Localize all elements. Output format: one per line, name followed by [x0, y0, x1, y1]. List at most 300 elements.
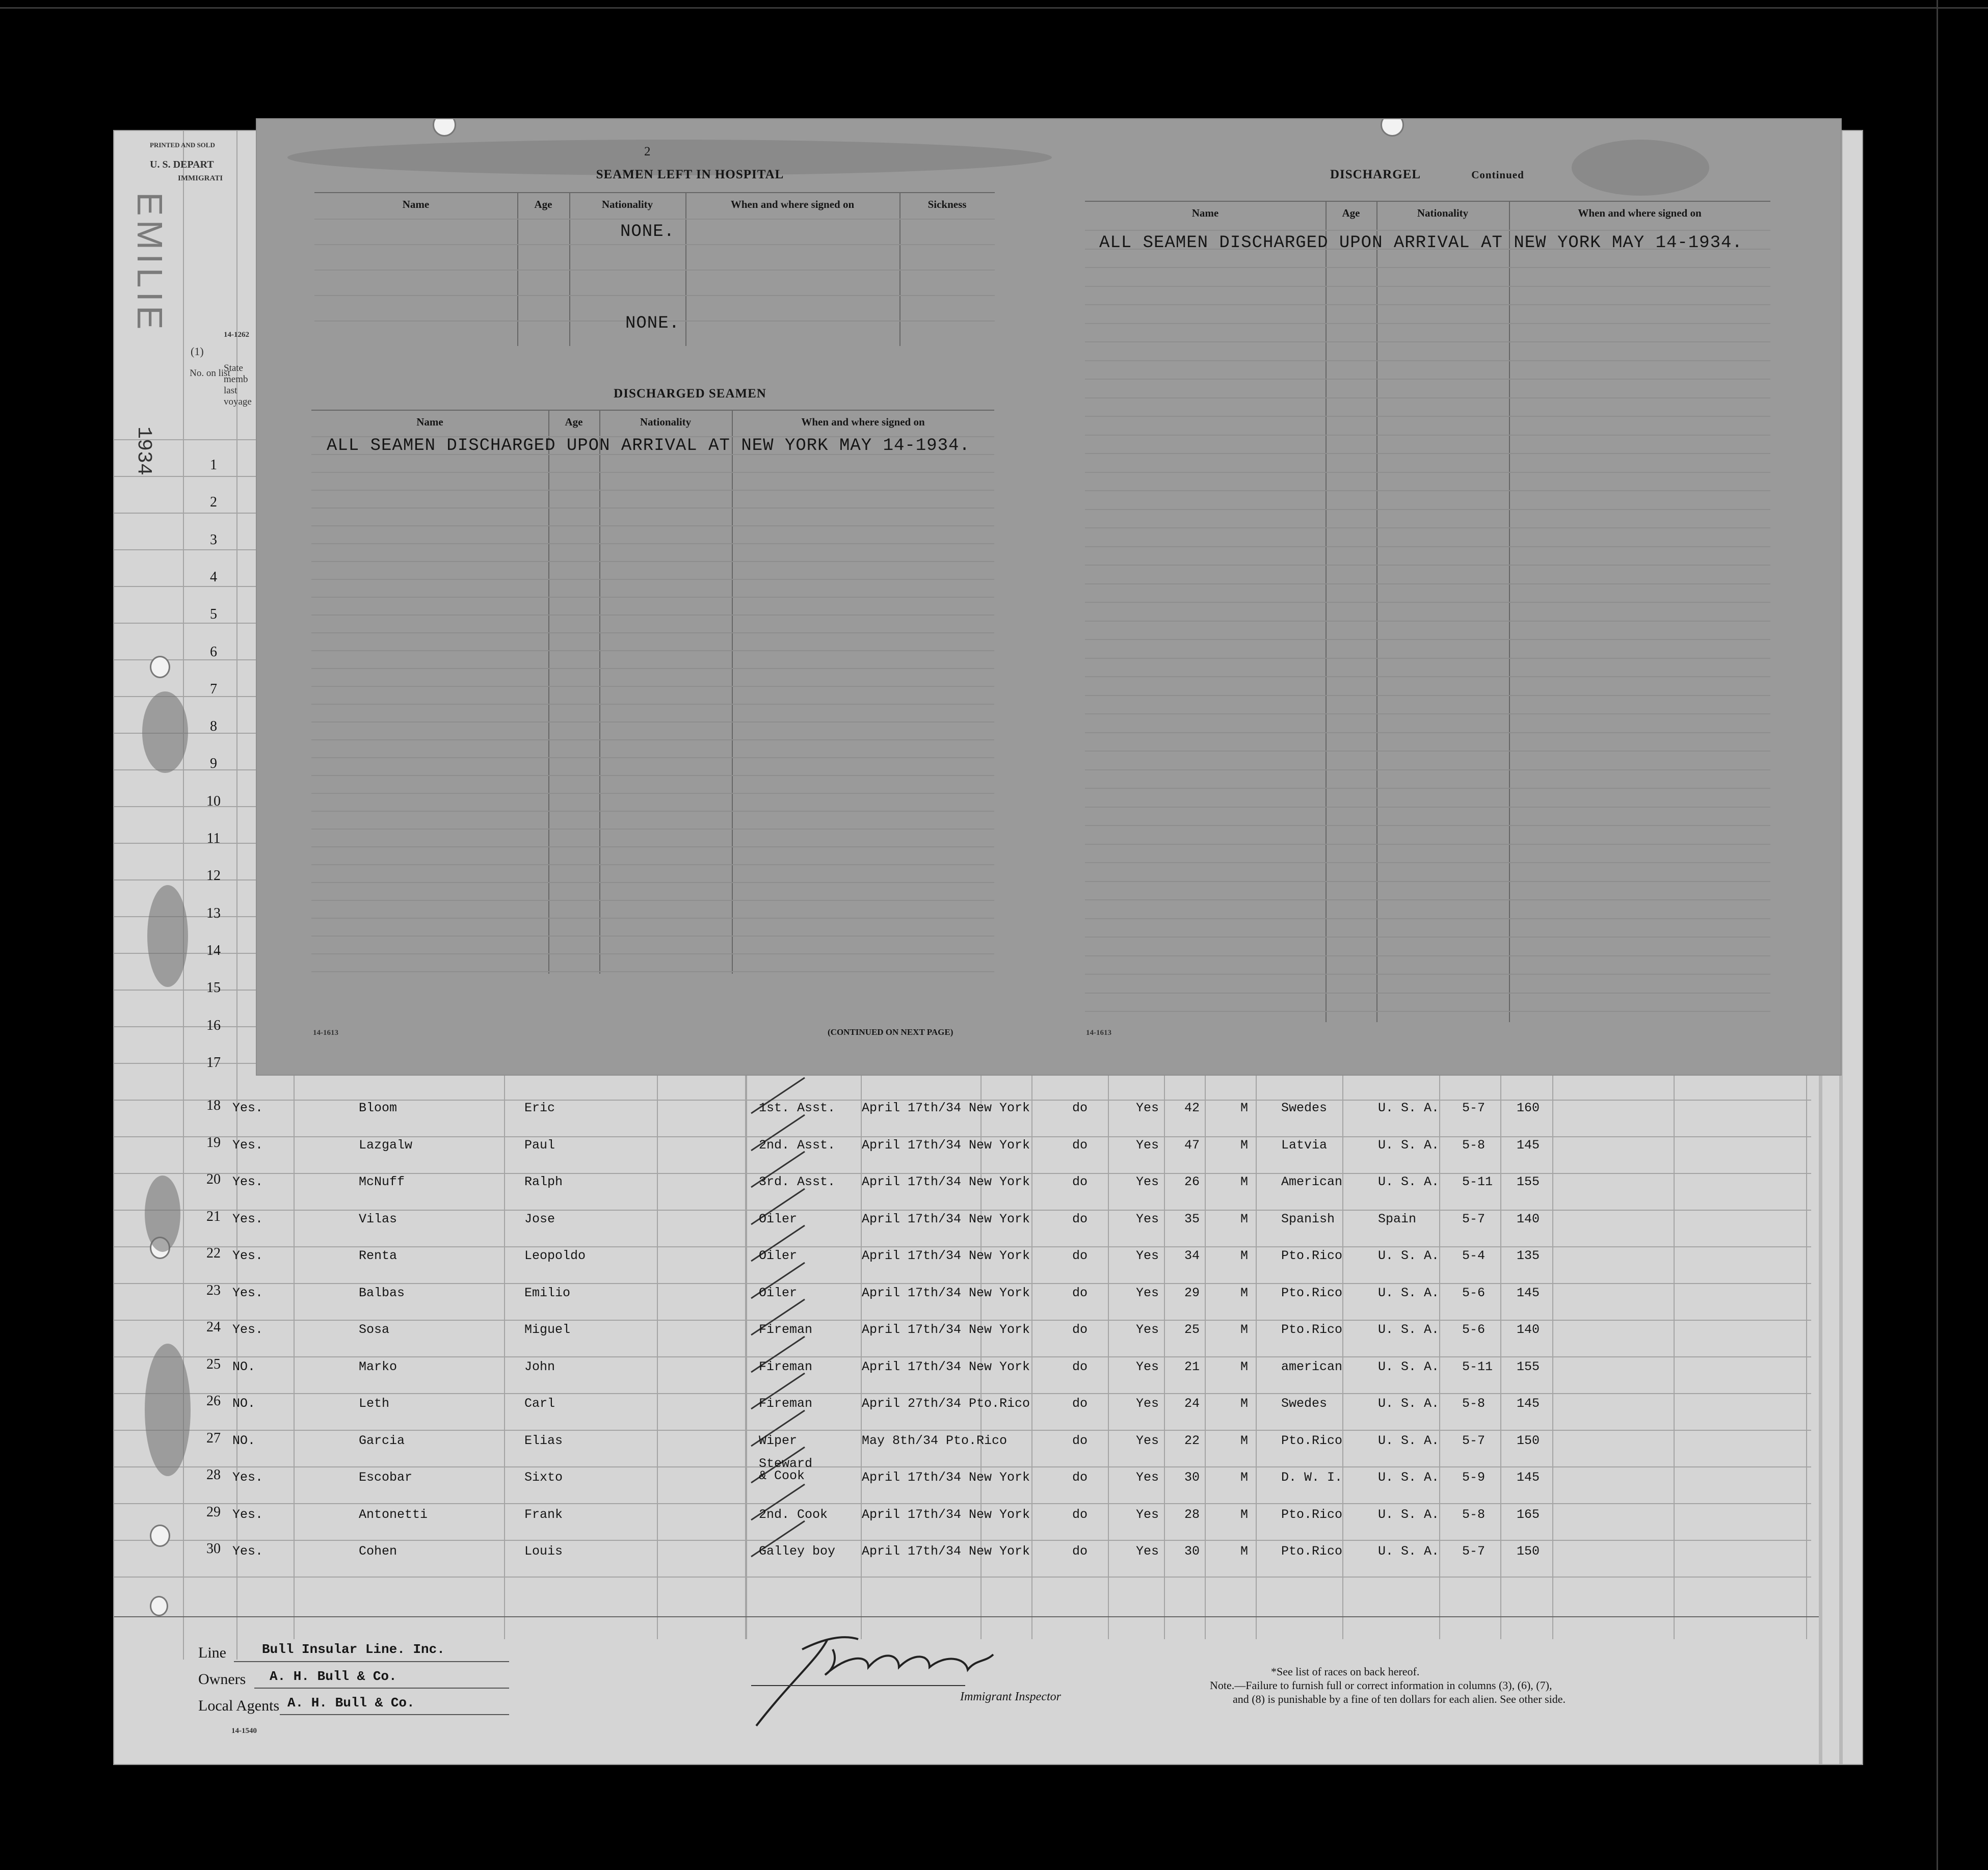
hospital-col-name: Name: [402, 198, 430, 210]
crew-capacity: Oiler: [759, 1211, 798, 1226]
crew-surname: Bloom: [359, 1101, 397, 1115]
crew-status: Yes.: [232, 1211, 263, 1226]
grid-row-rule: [1085, 546, 1770, 547]
crew-yes: Yes: [1136, 1433, 1159, 1448]
crew-race: Latvia: [1281, 1137, 1328, 1153]
crew-nationality: Spain: [1378, 1211, 1417, 1226]
crew-given: Carl: [524, 1396, 555, 1411]
discharged-continued-note: ALL SEAMEN DISCHARGED UPON ARRIVAL AT NEW YORK MAY 14-1934.: [1099, 233, 1743, 253]
crew-given: Sixto: [524, 1470, 563, 1485]
crew-yes: Yes: [1136, 1544, 1159, 1559]
crew-signed: April 17th/34 New York: [862, 1544, 1030, 1559]
crew-do: do: [1072, 1174, 1088, 1189]
grid-row-rule: [311, 739, 994, 740]
grid-row-rule: [1085, 286, 1770, 287]
crew-given: Miguel: [524, 1322, 571, 1337]
year-stamp: 1934: [132, 426, 155, 476]
crew-weight: 150: [1517, 1433, 1540, 1448]
crew-race: Pto.Rico: [1281, 1322, 1343, 1337]
hospital-entry-2: NONE.: [625, 314, 680, 333]
crew-age: 30: [1184, 1544, 1200, 1559]
grid-row-rule: [311, 632, 994, 633]
crew-surname: Marko: [359, 1359, 397, 1374]
crew-race: Spanish: [1281, 1211, 1335, 1226]
grid-row-rule: [311, 525, 994, 526]
crew-age: 35: [1184, 1211, 1200, 1226]
crew-surname: Escobar: [359, 1470, 413, 1485]
row-number: 22: [206, 1245, 221, 1261]
continued-col-nationality: Nationality: [1417, 207, 1469, 219]
races-note: *See list of races on back hereof.: [1271, 1665, 1420, 1678]
grid-row-rule: [314, 270, 995, 271]
crew-status: Yes.: [232, 1101, 263, 1115]
row-number: 18: [206, 1098, 221, 1113]
crew-signed: April 17th/34 New York: [862, 1285, 1030, 1300]
crew-age: 26: [1184, 1174, 1200, 1189]
crew-row: [114, 1128, 1862, 1164]
grid-row-rule: [311, 561, 994, 562]
crew-surname: Vilas: [359, 1211, 397, 1226]
continued-col-name: Name: [1191, 207, 1219, 219]
column-marker: (1): [191, 345, 204, 358]
printer-line: PRINTED AND SOLD: [150, 141, 215, 149]
crew-age: 21: [1184, 1359, 1200, 1374]
crew-yes: Yes: [1136, 1507, 1159, 1522]
crew-signed: April 17th/34 New York: [862, 1174, 1030, 1189]
grid-row-rule: [311, 757, 994, 758]
grid-row-rule: [311, 472, 994, 473]
crew-race: D. W. I.: [1281, 1470, 1343, 1485]
row-number: 30: [206, 1541, 221, 1557]
grid-row-rule: [1085, 974, 1770, 975]
grid-col-rule: [548, 411, 549, 974]
crew-given: Leopoldo: [524, 1248, 586, 1263]
crew-signed: April 17th/34 New York: [862, 1470, 1030, 1485]
discharged-grid: [311, 410, 994, 974]
crew-do: do: [1072, 1396, 1088, 1411]
crew-height: 5-6: [1462, 1322, 1486, 1337]
crew-given: Elias: [524, 1433, 563, 1448]
agents-value: A. H. Bull & Co.: [287, 1695, 415, 1711]
crew-capacity: Galley boy: [759, 1544, 836, 1559]
crew-weight: 135: [1517, 1248, 1540, 1263]
crew-sex: M: [1240, 1248, 1249, 1263]
crew-nationality: U. S. A.: [1378, 1248, 1440, 1263]
penalty-note-line-2: and (8) is punishable by a fine of ten dollars for each alien. See other side.: [1233, 1693, 1566, 1705]
water-stain: [142, 691, 188, 773]
crew-weight: 145: [1517, 1470, 1540, 1485]
crew-weight: 160: [1517, 1101, 1540, 1115]
grid-row-rule: [1085, 1011, 1770, 1012]
agents-label: Local Agents: [198, 1697, 280, 1714]
discharged-title: DISCHARGED SEAMEN: [614, 387, 766, 400]
crew-nationality: U. S. A.: [1378, 1544, 1440, 1559]
grid-row-rule: [1085, 472, 1770, 473]
crew-age: 25: [1184, 1322, 1200, 1337]
grid-row-rule: [311, 882, 994, 883]
crew-yes: Yes: [1136, 1174, 1159, 1189]
crew-weight: 145: [1517, 1396, 1540, 1411]
form-code-top: 14-1262: [224, 331, 249, 339]
owners-rule: [254, 1688, 509, 1689]
crew-signed: April 17th/34 New York: [862, 1359, 1030, 1374]
grid-row-rule: [1085, 304, 1770, 305]
crew-surname: Lazgalw: [359, 1137, 413, 1153]
crew-yes: Yes: [1136, 1322, 1159, 1337]
crew-capacity: Oiler: [759, 1285, 798, 1300]
crew-capacity: Steward & Cook: [759, 1456, 813, 1483]
crew-weight: 145: [1517, 1285, 1540, 1300]
discharged-form-no: 14-1613: [313, 1029, 338, 1037]
crew-given: Jose: [524, 1211, 555, 1226]
water-stain: [147, 885, 188, 987]
crew-signed: April 27th/34 Pto.Rico: [862, 1396, 1030, 1411]
crew-race: American: [1281, 1174, 1343, 1189]
footer-form-no: 14-1540: [231, 1727, 257, 1735]
film-edge-right: [1937, 0, 1938, 1870]
crew-sex: M: [1240, 1174, 1249, 1189]
crew-height: 5-8: [1462, 1137, 1486, 1153]
crew-surname: Leth: [359, 1396, 390, 1411]
row-number: 15: [206, 980, 221, 996]
crew-status: Yes.: [232, 1174, 263, 1189]
crew-height: 5-6: [1462, 1285, 1486, 1300]
crew-height: 5-8: [1462, 1507, 1486, 1522]
crew-height: 5-8: [1462, 1396, 1486, 1411]
grid-row-rule: [311, 597, 994, 598]
crew-row: [114, 1534, 1862, 1570]
crew-signed: April 17th/34 New York: [862, 1211, 1030, 1226]
grid-row-rule: [311, 936, 994, 937]
inspector-signature: [715, 1619, 1001, 1736]
crew-capacity: 1st. Asst.: [759, 1101, 836, 1115]
crew-do: do: [1072, 1285, 1088, 1300]
column-header-no-on-list: No. on list: [190, 368, 230, 379]
row-number: 6: [210, 644, 217, 660]
grid-row-rule: [1085, 676, 1770, 677]
grid-row-rule: [1085, 695, 1770, 696]
row-number: 13: [206, 905, 221, 921]
hospital-col-age: Age: [534, 198, 552, 210]
crew-age: 42: [1184, 1101, 1200, 1115]
crew-given: Ralph: [524, 1174, 563, 1189]
crew-status: Yes.: [232, 1285, 263, 1300]
grid-row-rule: [1085, 583, 1770, 584]
continued-note: (CONTINUED ON NEXT PAGE): [828, 1027, 953, 1037]
crew-sex: M: [1240, 1285, 1249, 1300]
grid-row-rule: [311, 793, 994, 794]
grid-row-rule: [1085, 713, 1770, 714]
crew-surname: Garcia: [359, 1433, 405, 1448]
crew-yes: Yes: [1136, 1211, 1159, 1226]
crew-row: [114, 1238, 1862, 1275]
continued-col-age: Age: [1342, 207, 1360, 219]
crew-age: 28: [1184, 1507, 1200, 1522]
row-number: 27: [206, 1430, 221, 1446]
crew-weight: 140: [1517, 1211, 1540, 1226]
immigration-line: IMMIGRATI: [178, 174, 223, 182]
discharged-note: ALL SEAMEN DISCHARGED UPON ARRIVAL AT NEW YORK MAY 14-1934.: [327, 436, 970, 456]
hospital-col-signed-on: When and where signed on: [730, 198, 855, 210]
crew-signed: April 17th/34 New York: [862, 1101, 1030, 1115]
hospital-title: SEAMEN LEFT IN HOSPITAL: [596, 168, 784, 181]
hospital-entry-1: NONE.: [620, 222, 675, 242]
line-rule: [234, 1661, 509, 1662]
crew-yes: Yes: [1136, 1248, 1159, 1263]
punch-hole: [150, 656, 170, 678]
row-number: 12: [206, 868, 221, 884]
continued-form-no: 14-1613: [1086, 1029, 1111, 1037]
grid-row-rule: [1085, 565, 1770, 566]
row-number: 16: [206, 1017, 221, 1033]
crew-nationality: U. S. A.: [1378, 1174, 1440, 1189]
penalty-note-line-1: Note.—Failure to furnish full or correct information in columns (3), (6), (7),: [1210, 1679, 1552, 1692]
row-number: 26: [206, 1393, 221, 1409]
ship-stamp: EMILIE: [130, 192, 170, 334]
crew-sex: M: [1240, 1101, 1249, 1115]
crew-surname: Sosa: [359, 1322, 390, 1337]
crew-weight: 145: [1517, 1137, 1540, 1153]
continued-col-signed-on: When and where signed on: [1578, 207, 1702, 219]
crew-signed: May 8th/34 Pto.Rico: [862, 1433, 1008, 1448]
crew-do: do: [1072, 1359, 1088, 1374]
crew-nationality: U. S. A.: [1378, 1285, 1440, 1300]
crew-height: 5-11: [1462, 1359, 1493, 1374]
crew-row: [114, 1201, 1862, 1238]
grid-row-rule: [1085, 658, 1770, 659]
crew-do: do: [1072, 1544, 1088, 1559]
crew-race: Pto.Rico: [1281, 1433, 1343, 1448]
crew-sex: M: [1240, 1396, 1249, 1411]
grid-row-rule: [1085, 397, 1770, 398]
grid-row-rule: [314, 219, 995, 220]
crew-capacity: Wiper: [759, 1433, 798, 1448]
crew-sex: M: [1240, 1322, 1249, 1337]
crew-sex: M: [1240, 1359, 1249, 1374]
crew-sex: M: [1240, 1137, 1249, 1153]
crew-nationality: U. S. A.: [1378, 1322, 1440, 1337]
crew-given: Paul: [524, 1137, 555, 1153]
crew-surname: Cohen: [359, 1544, 397, 1559]
hospital-col-sickness: Sickness: [927, 198, 967, 210]
grid-row-rule: [311, 829, 994, 830]
crew-sex: M: [1240, 1433, 1249, 1448]
grid-row-rule: [311, 722, 994, 723]
crew-signed: April 17th/34 New York: [862, 1322, 1030, 1337]
grid-row-rule: [311, 900, 994, 901]
hospital-col-nationality: Nationality: [601, 198, 653, 210]
row-number: 29: [206, 1504, 221, 1520]
crew-height: 5-7: [1462, 1544, 1486, 1559]
grid-row-rule: [1085, 509, 1770, 510]
grid-row-rule: [1085, 844, 1770, 845]
crew-given: Emilio: [524, 1285, 571, 1300]
grid-row-rule: [311, 507, 994, 509]
crew-age: 29: [1184, 1285, 1200, 1300]
grid-row-rule: [311, 775, 994, 776]
grid-row-rule: [311, 686, 994, 687]
crew-yes: Yes: [1136, 1101, 1159, 1115]
crew-given: John: [524, 1359, 555, 1374]
column-header-status: State memb last voyage: [224, 363, 252, 407]
crew-capacity: 3rd. Asst.: [759, 1174, 836, 1189]
grid-row-rule: [1085, 937, 1770, 938]
grid-row-rule: [311, 971, 994, 972]
crew-do: do: [1072, 1248, 1088, 1263]
crew-signed: April 17th/34 New York: [862, 1507, 1030, 1522]
grid-row-rule: [1085, 862, 1770, 863]
discharged-col-nationality: Nationality: [640, 416, 692, 428]
crew-row: [114, 1164, 1862, 1201]
crew-given: Louis: [524, 1544, 563, 1559]
crew-age: 24: [1184, 1396, 1200, 1411]
grid-row-rule: [1085, 918, 1770, 919]
overlay-left-page: [257, 119, 1037, 1075]
owners-value: A. H. Bull & Co.: [270, 1669, 397, 1684]
grid-row-rule: [311, 668, 994, 669]
crew-status: NO.: [232, 1433, 256, 1448]
grid-col-rule: [599, 411, 600, 974]
grid-row-rule: [1085, 453, 1770, 454]
crew-status: NO.: [232, 1396, 256, 1411]
row-number: 20: [206, 1171, 221, 1187]
row-number: 4: [210, 569, 217, 585]
crew-row: [114, 1386, 1862, 1423]
grid-row-rule: [311, 650, 994, 651]
grid-row-rule: [1085, 490, 1770, 491]
grid-row-rule: [1085, 360, 1770, 361]
crew-height: 5-7: [1462, 1101, 1486, 1115]
crew-height: 5-4: [1462, 1248, 1486, 1263]
grid-col-rule: [732, 411, 733, 974]
line-value: Bull Insular Line. Inc.: [262, 1642, 445, 1657]
department-line: U. S. DEPART: [150, 159, 214, 170]
grid-row-rule: [1085, 881, 1770, 882]
crew-age: 22: [1184, 1433, 1200, 1448]
crew-status: Yes.: [232, 1470, 263, 1485]
water-stain: [145, 1176, 180, 1252]
row-number: 5: [210, 606, 217, 623]
grid-row-rule: [1085, 621, 1770, 622]
grid-row-rule: [1085, 807, 1770, 808]
crew-sex: M: [1240, 1211, 1249, 1226]
crew-race: Pto.Rico: [1281, 1285, 1343, 1300]
grid-row-rule: [311, 579, 994, 580]
crew-race: Pto.Rico: [1281, 1248, 1343, 1263]
grid-row-rule: [1085, 751, 1770, 752]
crew-weight: 165: [1517, 1507, 1540, 1522]
crew-surname: Balbas: [359, 1285, 405, 1300]
row-number: 19: [206, 1134, 221, 1151]
discharged-col-name: Name: [416, 416, 443, 428]
crew-race: Pto.Rico: [1281, 1507, 1343, 1522]
crew-age: 34: [1184, 1248, 1200, 1263]
punch-hole: [150, 1525, 170, 1547]
overlay-right-page: [1039, 119, 1841, 1075]
crew-signed: April 17th/34 New York: [862, 1137, 1030, 1153]
discharged-col-age: Age: [565, 416, 583, 428]
grid-row-rule: [1085, 769, 1770, 770]
crew-age: 30: [1184, 1470, 1200, 1485]
crew-nationality: U. S. A.: [1378, 1137, 1440, 1153]
crew-capacity: Fireman: [759, 1396, 813, 1411]
grid-row-rule: [1085, 732, 1770, 733]
crew-height: 5-11: [1462, 1174, 1493, 1189]
row-number: 1: [210, 457, 217, 473]
crew-given: Frank: [524, 1507, 563, 1522]
agents-rule: [280, 1714, 509, 1715]
row-number: 23: [206, 1282, 221, 1298]
grid-row-rule: [1085, 993, 1770, 994]
crew-nationality: U. S. A.: [1378, 1507, 1440, 1522]
row-number: 10: [206, 793, 221, 809]
punch-hole: [150, 1596, 168, 1616]
crew-row: [114, 1456, 1862, 1497]
crew-signed: April 17th/34 New York: [862, 1248, 1030, 1263]
crew-race: Swedes: [1281, 1396, 1328, 1411]
discharged-continued-title-right: Continued: [1471, 169, 1524, 181]
crew-weight: 155: [1517, 1359, 1540, 1374]
crew-yes: Yes: [1136, 1396, 1159, 1411]
row-number: 24: [206, 1319, 221, 1335]
crew-do: do: [1072, 1433, 1088, 1448]
footer-top-rule: [114, 1616, 1819, 1617]
crew-status: Yes.: [232, 1248, 263, 1263]
crew-surname: Antonetti: [359, 1507, 428, 1522]
crew-age: 47: [1184, 1137, 1200, 1153]
crew-capacity: Fireman: [759, 1322, 813, 1337]
grid-row-rule: [1085, 899, 1770, 900]
crew-capacity: Oiler: [759, 1248, 798, 1263]
crew-nationality: U. S. A.: [1378, 1101, 1440, 1115]
grid-row-rule: [311, 846, 994, 847]
row-number: 8: [210, 718, 217, 735]
grid-row-rule: [311, 811, 994, 812]
crew-weight: 155: [1517, 1174, 1540, 1189]
row-number: 28: [206, 1467, 221, 1483]
crew-status: Yes.: [232, 1322, 263, 1337]
grid-row-rule: [311, 864, 994, 865]
grid-row-rule: [311, 953, 994, 954]
crew-capacity: Fireman: [759, 1359, 813, 1374]
row-number: 17: [206, 1054, 221, 1071]
crew-yes: Yes: [1136, 1137, 1159, 1153]
crew-status: Yes.: [232, 1137, 263, 1153]
grid-row-rule: [311, 543, 994, 544]
grid-row-rule: [311, 490, 994, 491]
crew-yes: Yes: [1136, 1470, 1159, 1485]
row-number: 7: [210, 681, 217, 697]
grid-row-rule: [1085, 602, 1770, 603]
crew-status: NO.: [232, 1359, 256, 1374]
crew-status: Yes.: [232, 1544, 263, 1559]
grid-row-rule: [1085, 825, 1770, 826]
row-number: 3: [210, 531, 217, 548]
row-number: 2: [210, 494, 217, 511]
crew-nationality: U. S. A.: [1378, 1433, 1440, 1448]
crew-row: [114, 1497, 1862, 1534]
crew-row: [114, 1090, 1862, 1127]
water-stain: [145, 1344, 191, 1476]
crew-height: 5-7: [1462, 1433, 1486, 1448]
crew-height: 5-7: [1462, 1211, 1486, 1226]
grid-row-rule: [1085, 435, 1770, 436]
grid-row-rule: [1085, 341, 1770, 342]
grid-row-rule: [314, 295, 995, 296]
discharged-col-signed-on: When and where signed on: [801, 416, 925, 428]
crew-nationality: U. S. A.: [1378, 1470, 1440, 1485]
grid-row-rule: [1085, 230, 1770, 231]
